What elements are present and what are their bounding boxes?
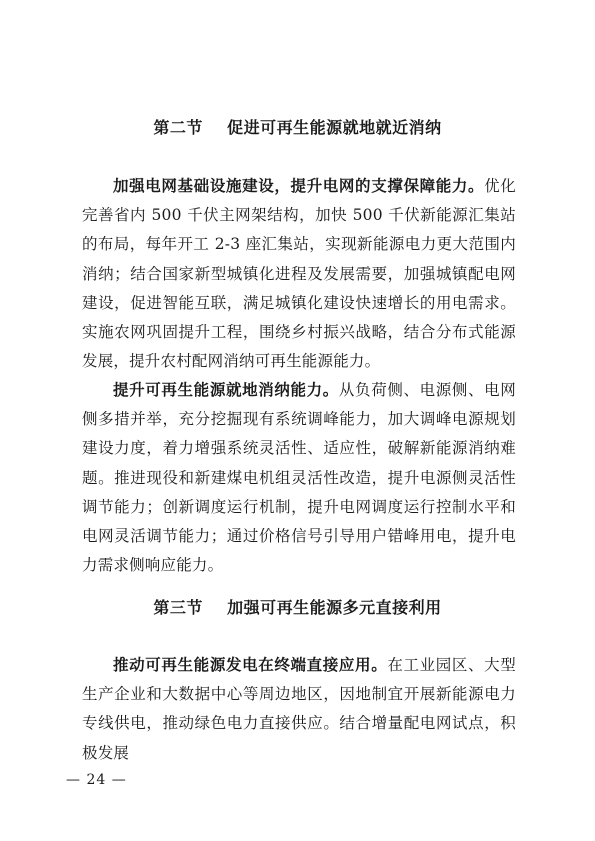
paragraph-body: 从负荷侧、电源侧、电网侧多措并举，充分挖掘现有系统调峰能力，加大调峰电源规划建设力度，着力增强系统灵活性、适应性，破解新能源消纳难题。推进现役和新建煤电机组灵活性改造，提升电源侧灵活性调节能力；创新调度运行机制，提升电网调度运行控制水平和电网灵活调节能力；通过价格信号引导用户错峰用电，提升电力需求侧响应能力。 <box>82 381 516 575</box>
paragraph-lead: 加强电网基础设施建设，提升电网的支撑保障能力。 <box>113 176 485 195</box>
section-heading-2: 第二节 促进可再生能源就地就近消纳 <box>153 118 442 137</box>
paragraph-grid-infrastructure <box>82 171 516 376</box>
page-number: — 24 — <box>66 772 127 788</box>
paragraph-body: 优化完善省内 500 千伏主网架结构，加快 500 千伏新能源汇集站的布局，每年开工 2-3 座汇集站，实现新能源电力更大范围内消纳；结合国家新型城镇化进程及发展需要，加强城镇配电网建设，促进智能互联，满足城镇化建设快速增长的用电需求。实施农网巩固提升工程，围绕乡村振兴战略，结合分布式能源发展，提升农村配网消纳可再生能源能力。 <box>82 177 516 371</box>
paragraph-lead: 提升可再生能源就地消纳能力。 <box>113 380 339 399</box>
section-heading-3: 第三节 加强可再生能源多元直接利用 <box>153 598 442 617</box>
paragraph-body: 在工业园区、大型生产企业和大数据中心等周边地区，因地制宜开展新能源电力专线供电，推动绿色电力直接供应。结合增量配电网试点，积极发展 <box>82 656 516 762</box>
paragraph-lead: 推动可再生能源发电在终端直接应用。 <box>113 655 388 674</box>
paragraph-local-consumption <box>82 375 516 580</box>
paragraph-direct-application <box>82 650 516 768</box>
